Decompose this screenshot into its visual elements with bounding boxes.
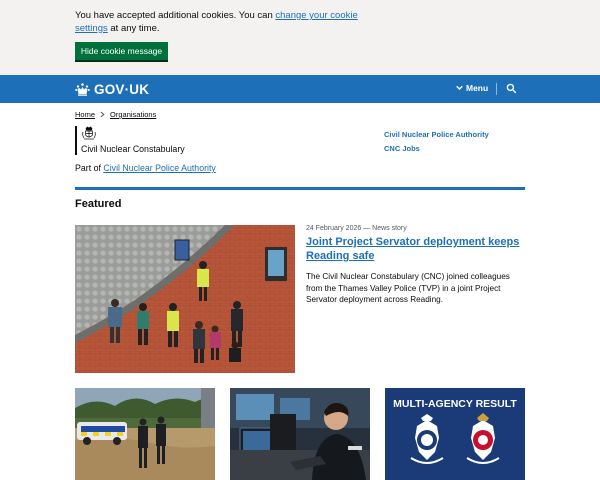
organisation-links [384,128,489,156]
thumb3-title: MULTI-AGENCY RESULT [393,398,517,410]
organisation-name: Civil Nuclear Constabulary [81,144,185,154]
royal-crest-icon [81,126,97,141]
featured-story-image[interactable] [75,225,295,373]
officers-field-photo [75,388,215,480]
crown-icon [75,82,90,96]
story-meta: 24 February 2026 — News story [306,225,407,232]
story-thumbnail-2[interactable] [230,388,370,480]
part-of-label: Part of [75,163,104,173]
search-icon[interactable] [506,83,517,94]
multi-agency-result-graphic [385,388,525,480]
cookie-text-end: at any time. [107,23,160,34]
cnc-jobs-link[interactable]: CNC Jobs [384,144,420,153]
cookie-banner [0,0,600,75]
cnpa-link[interactable]: Civil Nuclear Police Authority [384,130,489,139]
hide-cookie-button[interactable]: Hide cookie message [75,42,168,60]
organisation-logo [75,126,185,155]
site-header [0,75,600,103]
breadcrumb-organisations[interactable]: Organisations [110,110,157,119]
cookie-settings-link[interactable]: change your cookie settings [75,10,358,34]
story-description: The Civil Nuclear Constabulary (CNC) joined colleagues from the Thames Valley Police (TVP) in a joint Project Servator deployment across Reading. [306,272,510,304]
control-room-photo [230,388,370,480]
story-title [306,235,526,263]
part-of-link[interactable]: Civil Nuclear Police Authority [103,163,216,173]
police-patrol-photo [75,225,295,373]
part-of [75,163,216,173]
chevron-down-icon [456,85,463,91]
breadcrumb [75,110,156,119]
govuk-logo-text: GOV·UK [94,81,150,97]
cookie-message [75,9,385,35]
featured-heading: Featured [75,198,122,210]
govuk-logo[interactable] [75,81,149,97]
chevron-right-icon [100,111,105,118]
story-thumbnail-3[interactable] [385,388,525,480]
story-thumbnail-1[interactable] [75,388,215,480]
section-divider [75,187,525,190]
breadcrumb-home[interactable]: Home [75,110,96,119]
menu-label: Menu [466,83,489,93]
header-divider [496,83,497,95]
cookie-text: You have accepted additional cookies. You can [75,10,276,21]
menu-button[interactable] [456,83,488,93]
story-title-link[interactable]: Joint Project Servator deployment keeps Reading safe [306,236,520,262]
